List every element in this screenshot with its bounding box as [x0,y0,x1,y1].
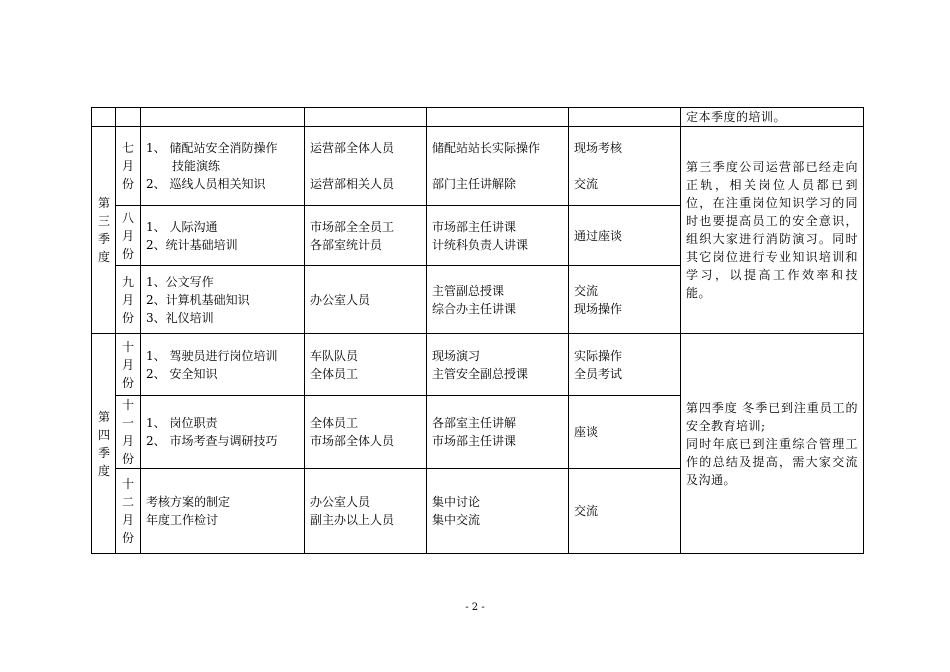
method-september: 主管副总授课 综合办主任讲课 [427,266,569,334]
training-plan-table [91,107,864,554]
audience-september: 办公室人员 [305,266,427,334]
month-july: 七月份 [116,127,141,206]
audience-august: 市场部全全员工 各部室统计员 [305,206,427,266]
method-august: 市场部主任讲课 计统科负责人讲课 [427,206,569,266]
content-september: 1、公文写作 2、计算机基础知识 3、礼仪培训 [141,266,305,334]
page-number: - 2 - [465,602,485,613]
note-quarter-3: 第三季度公司运营部已经走向正轨，相关岗位人员都已到位，在注重岗位知识学习的同时也要提高员工的安全意识，组织大家进行消防演习。同时其它岗位进行专业知识培训和学习，以提高工作效率和技能。 [681,127,864,334]
content-december: 考核方案的制定 年度工作检讨 [141,469,305,554]
note-continuation: 定本季度的培训。 [681,108,864,127]
audience-december: 办公室人员 副主办以上人员 [305,469,427,554]
assessment-october: 实际操作 全员考试 [569,334,681,396]
audience-october: 车队队员 全体员工 [305,334,427,396]
month-november: 十一月份 [116,396,141,469]
note-quarter-4: 第四季度 冬季已到注重员工的安全教育培训; 同时年底已到注重综合管理工作的总结及提高，需大家交流及沟通。 [681,334,864,554]
audience-november: 全体员工 市场部全体人员 [305,396,427,469]
content-august: 1、 人际沟通 2、统计基础培训 [141,206,305,266]
table-row-continuation [92,108,864,127]
month-october: 十月份 [116,334,141,396]
assessment-november: 座谈 [569,396,681,469]
assessment-august: 通过座谈 [569,206,681,266]
month-december: 十二月份 [116,469,141,554]
audience-july: 运营部全体人员 运营部相关人员 [305,127,427,206]
assessment-july: 现场考核 交流 [569,127,681,206]
method-july: 储配站站长实际操作 部门主任讲解除 [427,127,569,206]
assessment-september: 交流 现场操作 [569,266,681,334]
assessment-december: 交流 [569,469,681,554]
content-october: 1、 驾驶员进行岗位培训 2、 安全知识 [141,334,305,396]
method-december: 集中讨论 集中交流 [427,469,569,554]
content-july: 1、 储配站安全消防操作 技能演练 2、 巡线人员相关知识 [141,127,305,206]
table-row-october [92,334,864,396]
method-october: 现场演习 主管安全副总授课 [427,334,569,396]
content-november: 1、 岗位职责 2、 市场考查与调研技巧 [141,396,305,469]
method-november: 各部室主任讲解 市场部主任讲课 [427,396,569,469]
quarter-4-label: 第四季度 [92,334,116,554]
month-august: 八月份 [116,206,141,266]
month-september: 九月份 [116,266,141,334]
quarter-3-label: 第三季度 [92,127,116,334]
table-row-july [92,127,864,206]
